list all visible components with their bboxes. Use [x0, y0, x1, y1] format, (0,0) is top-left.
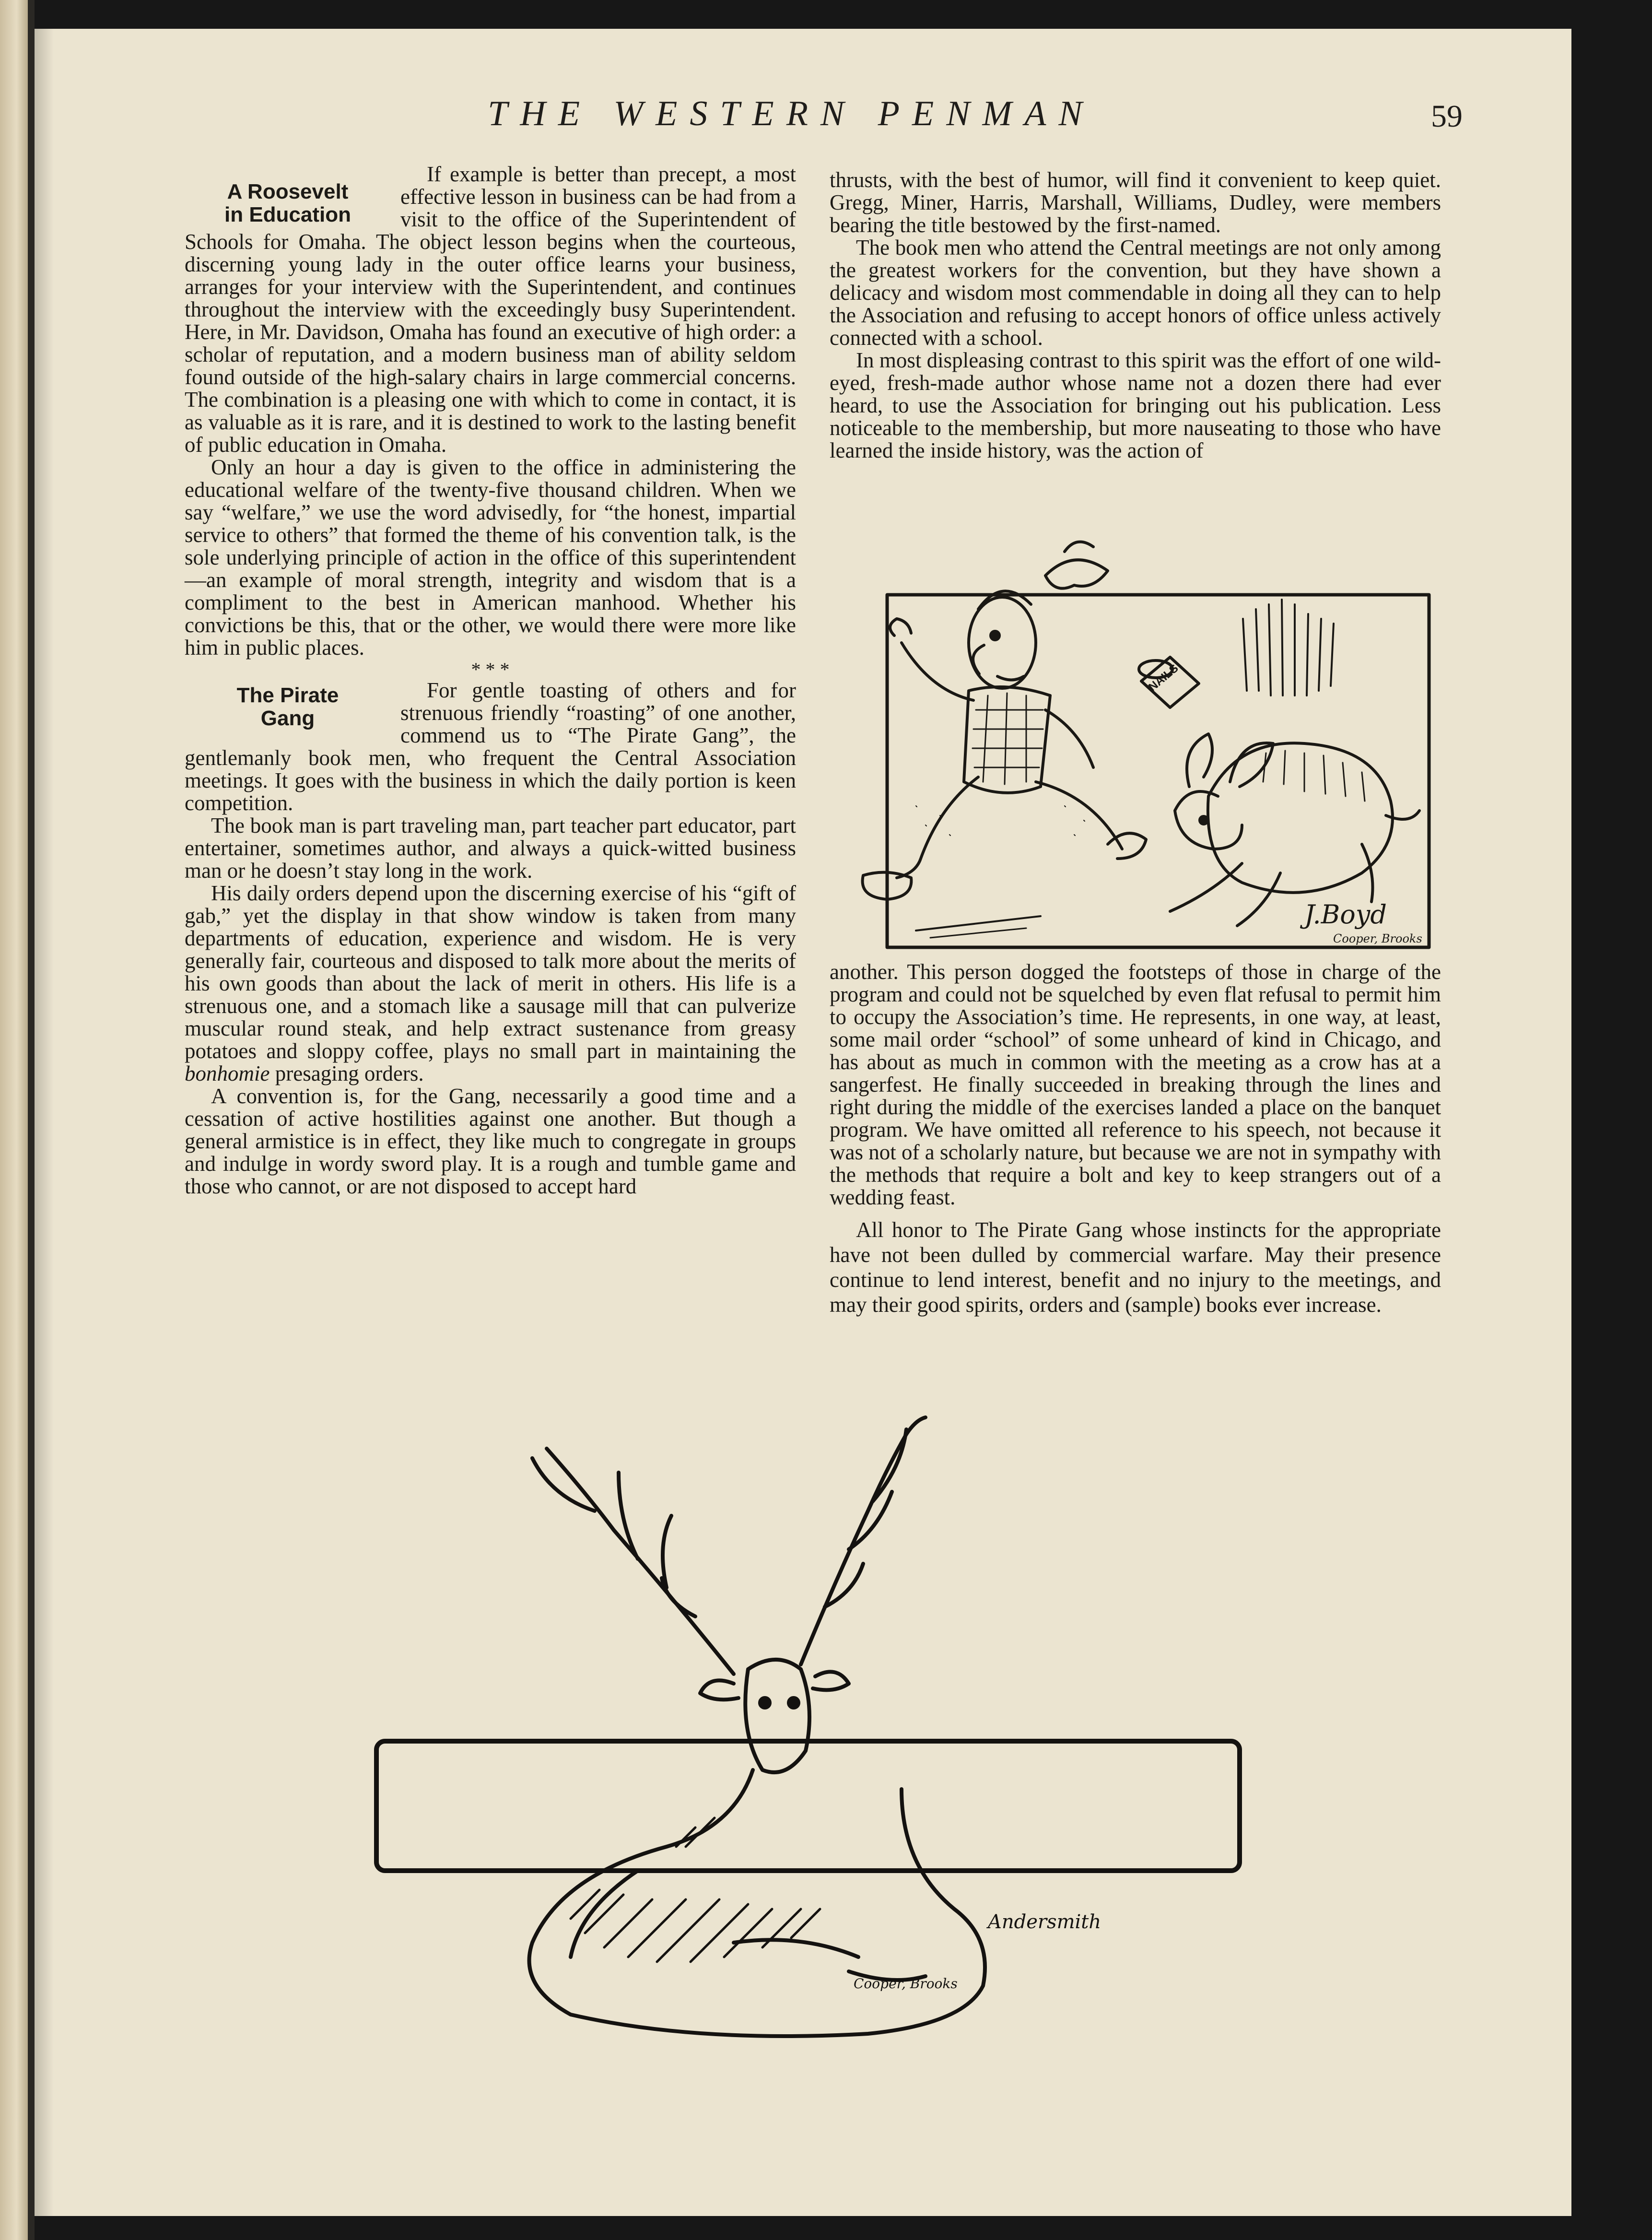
section-heading-pirate-gang: [185, 684, 391, 730]
page-edge-shadow: [35, 29, 54, 2216]
paragraph: For gentle toasting of others and for strenuous friendly “roasting” of one another, commend us to “The Pirate Gang”, the gentlemanly book men, who frequent the Central Association meetings. It goes with the business in which the daily portion is keen competition.: [185, 678, 796, 815]
text-run: His daily orders depend upon the discerning exercise of his “gift of gab,” yet the display in that show window is taken from many departments of education, experience and wisdom. He is very generally fair, courteous and disposed to talk more about the merits of his own goods than about the lack of merit in others. His life is a strenuous one, and a stomach like a sausage mill that can pulverize muscular round steak, and help extract sustenance from greasy potatoes and sloppy coffee, plays no small part in maintaining the: [185, 881, 796, 1063]
paragraph: If example is better than precept, a most effective lesson in business can be had from a visit to the office of the Superintendent of Schools for Omaha. The object lesson begins when the courteous, discerning young lady in the outer office learns your business, arranges for your interview with the Superintendent, and continues throughout the interview with the exceedingly busy Superintendent. Here, in Mr. Davidson, Omaha has found an executive of high order: a scholar of reputation, and a modern business man of ability seldom found outside of the high-salary chairs in large commercial concerns. The combination is a pleasing one with which to come in contact, it is as valuable as it is rare, and it is destined to work to the lasting benefit of public education in Omaha.: [185, 162, 796, 457]
heading-line: in Education: [224, 203, 351, 226]
italic-word: bonhomie: [185, 1061, 270, 1085]
paragraph: The book men who attend the Central meetings are not only among the greatest workers for the convention, but they have shown a delicacy and wisdom most commendable in doing all they can to help the Association and refusing to accept honors of office unless actively connected with a school.: [830, 236, 1441, 350]
deer-illustration: [369, 1415, 1252, 2039]
right-column-top: [830, 169, 1441, 462]
paragraph: The book man is part traveling man, part teacher part educator, part entertainer, sometimes author, and always a quick-witted business man or he doesn’t stay long in the work.: [185, 813, 796, 883]
deer-signature: Andersmith: [988, 1911, 1101, 1933]
asterism: * * *: [471, 659, 510, 680]
cartoon-illustration: [796, 537, 1448, 959]
cartoon-can-label: NAILS: [1146, 661, 1181, 694]
heading-line: A Roosevelt: [227, 180, 349, 203]
paragraph: Only an hour a day is given to the office in administering the educational welfare of the twenty-five thousand children. When we say “welfare,” we use the word advisedly, for “the honest, impartial service to others” that formed the theme of his convention talk, is the sole underlying principle of action in the office of this superintendent—an example of moral strength, integrity and wisdom that is a compliment to the best in American manhood. Whether his convictions be this, that or the other, we would there were more like him in public places.: [185, 455, 796, 660]
gutter-shadow: [28, 0, 35, 2240]
paragraph: another. This person dogged the footsteps of those in charge of the program and could not be squelched by even flat refusal to permit him to occupy the Association’s time. He represents, in one way, at least, some mail order “school” of some unheard of kind in Chicago, and has about as much in common with the meeting as a crow has at a sangerfest. He finally succeeded in breaking through the lines and right during the middle of the exercises landed a place on the banquet program. We have omitted all reference to his speech, not because it was not of a scholarly nature, but because we are not in sympathy with the methods that require a bolt and key to keep strangers out of a wedding feast.: [830, 960, 1441, 1209]
text-run: presaging orders.: [269, 1061, 424, 1085]
paragraph: thrusts, with the best of humor, will find it convenient to keep quiet. Gregg, Miner, Harris, Marshall, Williams, Dudley, were members bearing the title bestowed by the first-named.: [830, 168, 1441, 237]
heading-line: Gang: [260, 707, 315, 730]
cartoon-signature: J.Boyd: [1304, 899, 1387, 930]
left-column: [185, 163, 796, 1198]
running-header: THE WESTERN PENMAN: [488, 94, 1095, 133]
paragraph: In most displeasing contrast to this spirit was the effort of one wild-eyed, fresh-made author whose name not a dozen there had ever heard, to use the Association for bringing out his publication. Less noticeable to the membership, but more nauseating to those who have learned the inside history, was the action of: [830, 348, 1441, 462]
cartoon-engraver-mark: Cooper, Brooks: [1333, 932, 1422, 945]
page-number: 59: [1431, 99, 1463, 134]
reclining-stag-icon: [369, 1415, 1252, 2039]
paragraph: All honor to The Pirate Gang whose instincts for the appropriate have not been dulled by commercial warfare. May their presence continue to lend interest, benefit and no injury to the meetings, and may their good spirits, orders and (sample) books ever increase.: [830, 1218, 1441, 1317]
book-spine: [0, 0, 28, 2240]
paragraph: [185, 882, 796, 1085]
cartoon-goat-kicking-man-icon: [796, 537, 1448, 959]
right-column-bottom: [830, 961, 1441, 1317]
section-heading-roosevelt: [185, 180, 391, 226]
paragraph: A convention is, for the Gang, necessarily a good time and a cessation of active hostilities against one another. But though a general armistice is in effect, they like much to congregate in groups and indulge in wordy sword play. It is a rough and tumble game and those who cannot, or are not disposed to accept hard: [185, 1084, 796, 1198]
heading-line: The Pirate: [236, 684, 339, 707]
deer-engraver-mark: Cooper, Brooks: [854, 1976, 958, 1992]
